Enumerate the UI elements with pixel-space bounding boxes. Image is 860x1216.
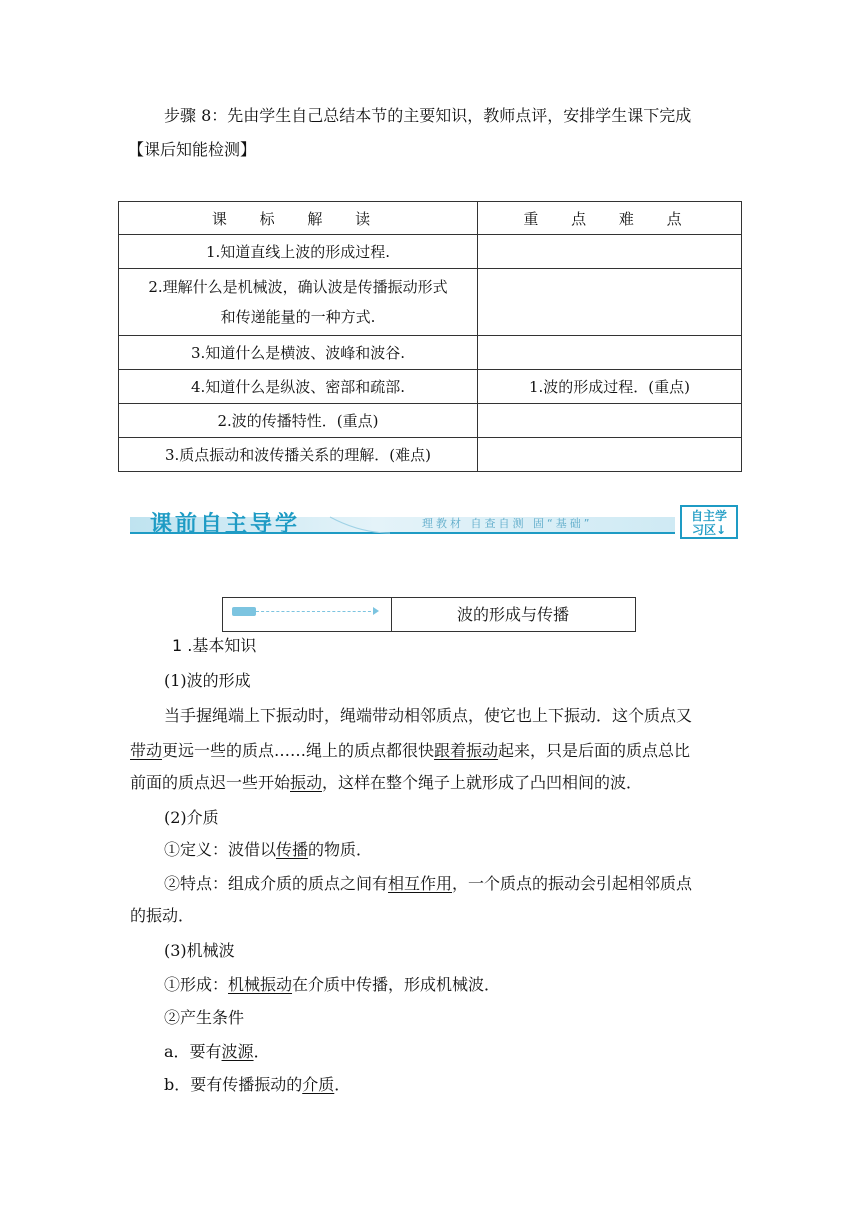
table-row	[119, 370, 742, 404]
topic-title: 波的形成与传播	[456, 605, 569, 624]
table-row	[119, 336, 742, 370]
basic-knowledge-heading: 1 .基本知识	[172, 636, 257, 655]
text-span: ，这样在整个绳子上就形成了凸凹相间的波．	[322, 773, 643, 792]
text-span: b．要有传播振动的	[164, 1075, 303, 1094]
text-span: 的物质．	[308, 840, 373, 859]
topic-tag-icon	[232, 607, 256, 616]
section-banner	[130, 503, 738, 541]
badge-line: 习区↓	[691, 523, 727, 537]
header-standards: 课 标 解 读	[119, 202, 478, 235]
badge-line: 自主学	[690, 509, 727, 523]
condition-b	[164, 1075, 350, 1095]
text-span: 前面的质点迟一些开始	[130, 773, 291, 792]
subheading-wave-formation: (1)波的形成	[164, 671, 251, 690]
self-study-badge	[680, 505, 738, 539]
text-span: 起来，只是后面的质点总比	[498, 741, 691, 760]
keypoint-cell	[478, 336, 742, 370]
text-span: 更远一些的质点……绳上的质点都很快	[162, 741, 435, 760]
standard-cell: 3.知道什么是横波、波峰和波谷.	[119, 336, 478, 370]
answer-blank: 传播	[276, 840, 309, 859]
text-span: a．要有	[164, 1042, 222, 1061]
topic-marker	[223, 598, 392, 631]
standards-table	[118, 201, 742, 472]
subheading-mechanical-wave: (3)机械波	[164, 941, 235, 960]
dashed-arrow-icon	[256, 611, 376, 613]
step8-text: 步骤 8：先由学生自己总结本节的主要知识，教师点评，安排学生课下完成	[164, 106, 692, 125]
text-span: ，一个质点的振动会引起相邻质点	[452, 874, 693, 893]
definition-line	[164, 840, 372, 860]
after-class-heading: 【课后知能检测】	[128, 140, 257, 159]
answer-blank: 振动	[290, 773, 323, 792]
text-span: ．	[253, 1042, 270, 1061]
text-span: ①定义：波借以	[164, 840, 277, 859]
paragraph-line	[130, 741, 690, 761]
paragraph-line: 当手握绳端上下振动时，绳端带动相邻质点，使它也上下振动．这个质点又	[164, 706, 693, 725]
banner-subtitle: 理教材 自查自测 固“基础”	[422, 517, 593, 530]
table-row	[119, 235, 742, 269]
arrowhead-icon	[373, 607, 379, 615]
condition-a	[164, 1042, 270, 1062]
answer-blank: 带动	[130, 741, 163, 760]
standard-cell-line: 2.理解什么是机械波，确认波是传播振动形式	[148, 278, 448, 296]
standard-cell: 1.知道直线上波的形成过程.	[119, 235, 478, 269]
answer-blank: 机械振动	[228, 975, 293, 994]
table-row	[119, 404, 742, 438]
table-row	[119, 269, 742, 336]
answer-blank: 相互作用	[388, 874, 453, 893]
text-span: ①形成：	[164, 975, 229, 994]
formation-line	[164, 975, 500, 995]
text-span: 在介质中传播，形成机械波．	[292, 975, 501, 994]
conditions-heading: ②产生条件	[164, 1008, 245, 1027]
standard-cell	[119, 269, 478, 336]
answer-blank: 介质	[302, 1075, 335, 1094]
paragraph-line	[130, 773, 642, 793]
subheading-medium: (2)介质	[164, 808, 219, 827]
standard-cell: 4.知道什么是纵波、密部和疏部.	[119, 370, 478, 404]
keypoint-cell	[478, 438, 742, 472]
feature-line	[164, 874, 692, 894]
banner-title: 课前自主导学	[150, 512, 301, 537]
standard-cell-line: 和传递能量的一种方式.	[220, 308, 376, 326]
keypoint-cell: 1.波的形成过程．(重点)	[478, 370, 742, 404]
topic-header	[222, 597, 636, 632]
keypoint-cell	[478, 404, 742, 438]
standard-cell: 2.波的传播特性．(重点)	[119, 404, 478, 438]
table-header-row	[119, 202, 742, 235]
text-span: ②特点：组成介质的质点之间有	[164, 874, 389, 893]
table-row	[119, 438, 742, 472]
standard-cell: 3.质点振动和波传播关系的理解．(难点)	[119, 438, 478, 472]
header-key-points: 重 点 难 点	[478, 202, 742, 235]
text-span: ．	[334, 1075, 351, 1094]
answer-blank: 跟着振动	[434, 741, 499, 760]
keypoint-cell	[478, 235, 742, 269]
feature-line-cont: 的振动．	[130, 906, 195, 925]
keypoint-cell	[478, 269, 742, 336]
answer-blank: 波源	[221, 1042, 254, 1061]
